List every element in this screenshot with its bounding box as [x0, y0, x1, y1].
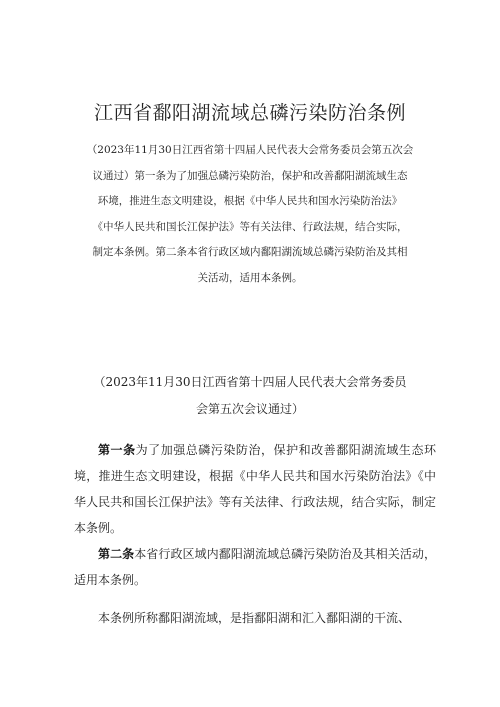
summary-line: （2023年11月30日江西省第十四届人民代表大会常务委员会第五次会: [86, 144, 414, 156]
summary-line: 关活动，适用本条例。: [197, 271, 303, 284]
document-body: [74, 437, 436, 631]
article-1: [74, 437, 436, 541]
summary-line: 《中华人民共和国长江保护法》等有关法律、行政法规，结合实际，: [92, 220, 408, 233]
document-title: 江西省鄱阳湖流域总磷污染防治条例: [93, 102, 406, 124]
adoption-line: 会第五次会议通过）: [195, 402, 304, 416]
adoption-note: [60, 369, 440, 423]
article-label: 第二条: [98, 547, 135, 561]
summary-block: [60, 138, 440, 291]
summary-line: 制定本条例。第二条本省行政区域内鄱阳湖流域总磷污染防治及其相: [92, 246, 408, 258]
adoption-line: （2023年11月30日江西省第十四届人民代表大会常务委员: [93, 375, 407, 389]
article-text: 为了加强总磷污染防治，保护和改善鄱阳湖流域生态环境，推进生态文明建设，根据《中华人民共和国水污染防治法》《中华人民共和国长江保护法》等有关法律、行政法规，结合实际，制定本条例。: [74, 443, 436, 535]
summary-line: 议通过）第一条为了加强总磷污染防治，保护和改善鄱阳湖流域生态: [92, 169, 408, 182]
article-text: 本省行政区域内鄱阳湖流域总磷污染防治及其相关活动，适用本条例。: [74, 547, 436, 587]
summary-line: 环境，推进生态文明建设，根据《中华人民共和国水污染防治法》: [97, 195, 403, 207]
article-label: 第一条: [98, 443, 136, 457]
body-paragraph: 本条例所称鄱阳湖流域，是指鄱阳湖和汇入鄱阳湖的干流、: [98, 611, 411, 625]
article-2: [74, 541, 436, 593]
